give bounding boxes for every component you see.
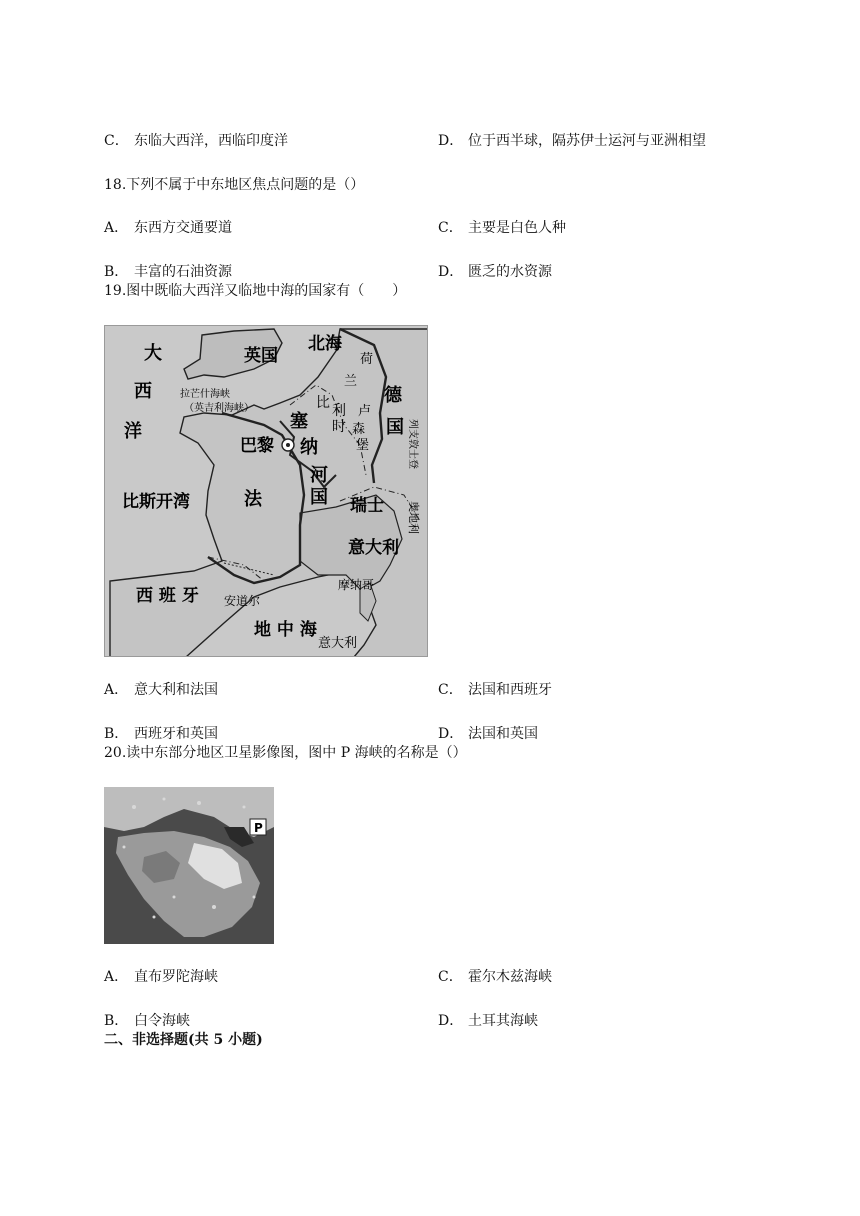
q20-option-d[interactable] [438,1012,538,1030]
q18-option-c[interactable] [438,219,566,237]
option-key: C． [438,682,463,698]
option-text: 土耳其海峡 [468,1013,538,1029]
option-key: B． [104,264,129,280]
option-text: 匮乏的水资源 [468,264,552,280]
q20-option-c[interactable] [438,968,552,986]
option-text: 丰富的石油资源 [134,264,232,280]
option-key: A． [104,220,129,236]
label-seine-1: 塞 [290,411,308,432]
option-text: 东临大西洋，西临印度洋 [134,133,288,149]
label-biscay: 比斯开湾 [122,492,190,512]
q19-stem: 19.图中既临大西洋又临地中海的国家有（ ） [104,283,407,299]
option-text: 霍尔木兹海峡 [468,969,552,985]
option-key: B． [104,1013,129,1029]
option-text: 法国和英国 [468,726,538,742]
q19-option-a[interactable] [104,681,218,699]
label-paris: 巴黎 [240,436,274,456]
label-uk: 英国 [244,346,278,366]
option-text: 东西方交通要道 [134,220,232,236]
label-italy-south: 意大利 [318,636,358,651]
option-text: 意大利和法国 [134,682,218,698]
label-strait-2: （英吉利海峡） [184,403,254,414]
label-seine-2: 纳 [300,437,318,458]
option-text: 西班牙和英国 [134,726,218,742]
option-key: A． [104,682,129,698]
q17-option-c[interactable] [104,132,288,150]
label-belgium-2: 利 [332,403,346,419]
option-text: 主要是白色人种 [468,220,566,236]
option-key: B． [104,726,129,742]
label-andorra: 安道尔 [224,594,261,608]
label-atlantic-2: 西 [134,381,152,402]
label-strait-1: 拉芒什海峡 [180,389,230,400]
q18-option-d[interactable] [438,263,552,281]
label-netherlands-2: 兰 [344,374,358,389]
option-key: C． [438,220,463,236]
option-key: D． [438,264,464,280]
label-luxembourg-2: 森 [352,422,366,437]
q19-option-b[interactable] [104,725,218,743]
label-switzerland: 瑞士 [350,496,384,516]
label-liechtenstein: 列支敦士登 [407,419,418,469]
q17-option-d[interactable] [438,132,706,150]
q18-option-b[interactable] [104,263,232,281]
strait-p-marker: P [254,821,263,835]
label-seine-3: 河 [310,465,328,486]
option-key: D． [438,726,464,742]
label-north-sea: 北海 [308,334,342,354]
label-netherlands-1: 荷 [360,352,374,367]
label-italy: 意大利 [348,538,399,558]
label-spain: 西 班 牙 [136,586,199,606]
label-luxembourg-1: 卢 [358,404,372,419]
q20-stem: 20.读中东部分地区卫星影像图，图中 P 海峡的名称是（） [104,745,467,761]
q18-stem: 18.下列不属于中东地区焦点问题的是（） [104,177,365,193]
option-key: A． [104,969,129,985]
label-germany-1: 德 [384,385,402,406]
label-atlantic-3: 洋 [124,421,142,442]
section-2-heading: 二、非选择题(共 5 小题) [104,1032,263,1048]
option-text: 位于西半球，隔苏伊士运河与亚洲相望 [468,133,706,149]
option-key: C． [104,133,129,149]
q19-option-d[interactable] [438,725,538,743]
q20-option-a[interactable] [104,968,218,986]
option-text: 白令海峡 [134,1013,190,1029]
option-text: 直布罗陀海峡 [134,969,218,985]
q18-option-a[interactable] [104,219,232,237]
q19-option-c[interactable] [438,681,552,699]
paris-marker-dot [286,443,290,447]
label-austria: 奥地利 [407,501,420,534]
label-germany-2: 国 [386,417,404,438]
option-key: D． [438,1013,464,1029]
europe-map-figure [104,325,428,657]
label-france-2: 国 [310,487,328,508]
label-belgium-1: 比 [316,395,330,411]
option-text: 法国和西班牙 [468,682,552,698]
middle-east-satellite-image [104,787,274,944]
option-key: C． [438,969,463,985]
label-belgium-3: 时 [332,419,346,435]
label-mediterranean: 地 中 海 [254,620,317,640]
label-monaco: 摩纳哥 [338,578,375,592]
label-luxembourg-3: 堡 [356,438,370,453]
label-france-1: 法 [244,489,262,510]
option-key: D． [438,133,464,149]
q20-option-b[interactable] [104,1012,190,1030]
label-atlantic-1: 大 [144,343,162,364]
